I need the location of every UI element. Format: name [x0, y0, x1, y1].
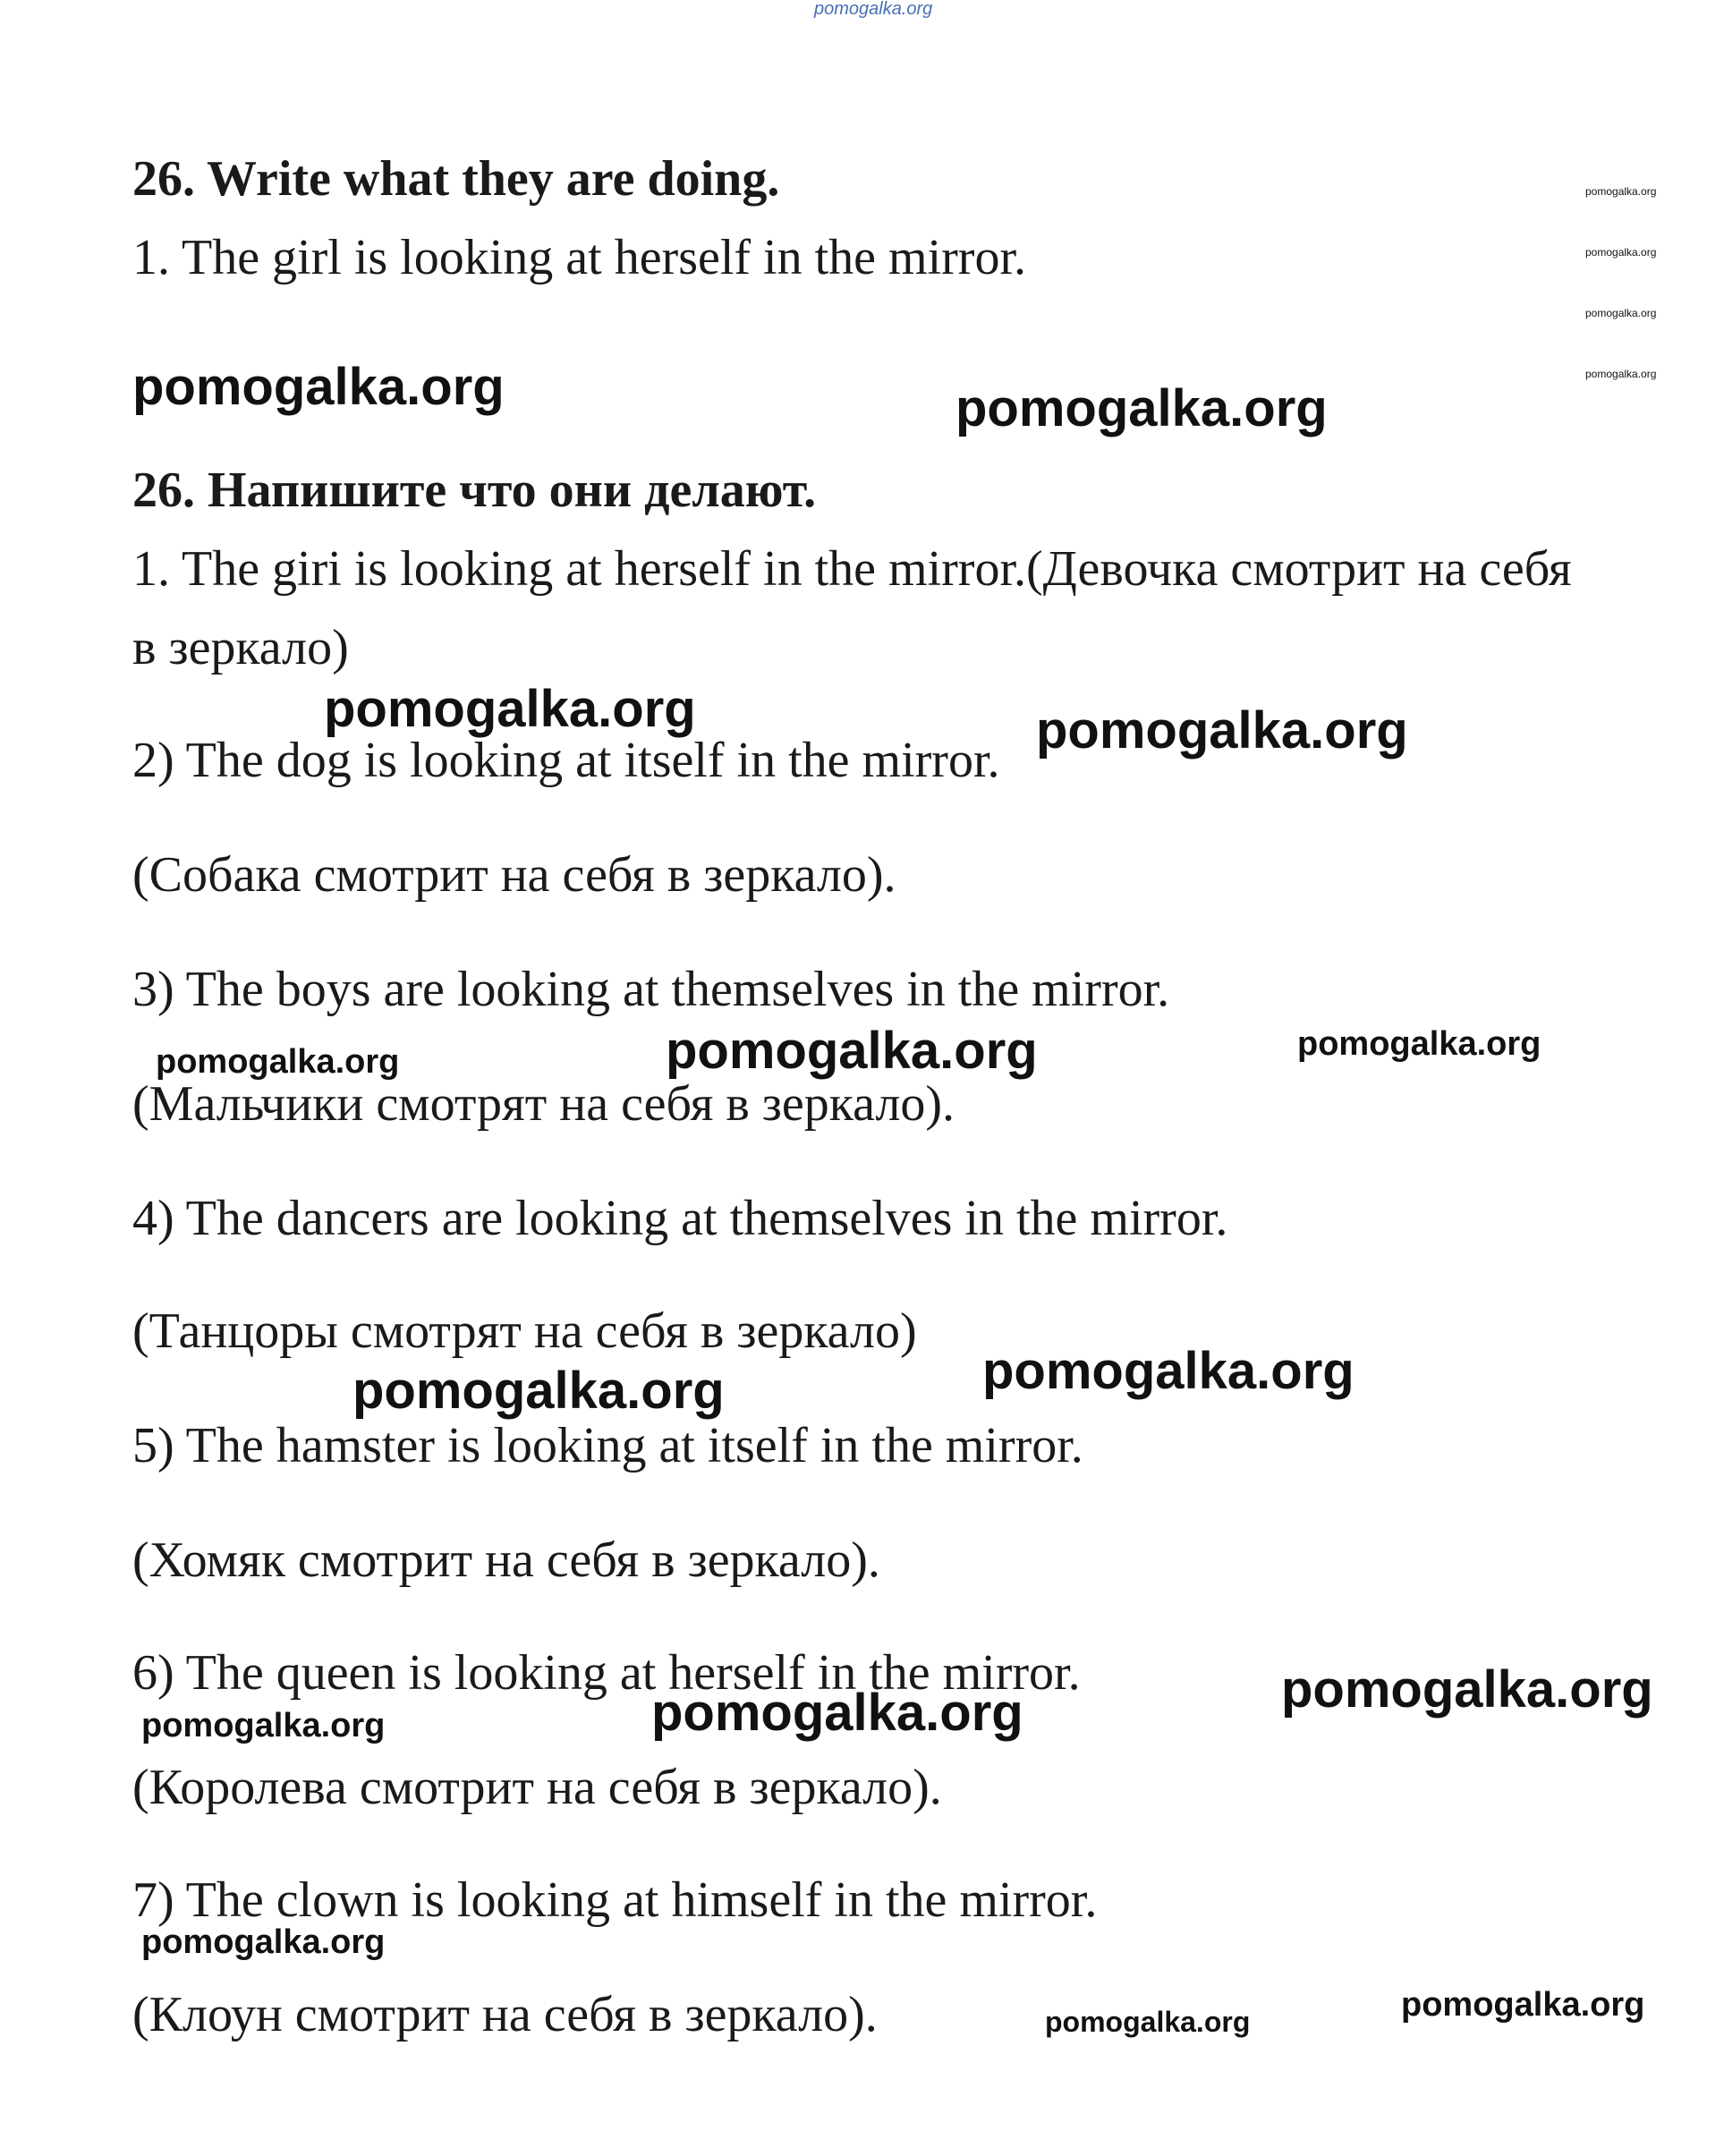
watermark: pomogalka.org: [1585, 368, 1657, 380]
watermark: pomogalka.org: [666, 1022, 1038, 1080]
answer-6-en: 6) The queen is looking at herself in the mirror.: [132, 1645, 1081, 1701]
answer-6-ru: (Королева смотрит на себя в зеркало).: [132, 1760, 942, 1815]
watermark: pomogalka.org: [352, 1362, 725, 1420]
answer-4-ru: (Танцоры смотрят на себя в зеркало): [132, 1303, 917, 1359]
watermark: pomogalka.org: [1401, 1986, 1645, 2024]
answer-3-ru: (Мальчики смотрят на себя в зеркало).: [132, 1076, 955, 1132]
russian-heading: 26. Напишите что они делают.: [132, 463, 817, 518]
top-watermark: pomogalka.org: [814, 0, 933, 19]
watermark: pomogalka.org: [651, 1684, 1023, 1742]
english-line-1: 1. The girl is looking at herself in the mirror.: [132, 230, 1027, 285]
watermark: pomogalka.org: [132, 358, 505, 416]
watermark: pomogalka.org: [1036, 701, 1408, 760]
watermark: pomogalka.org: [1297, 1025, 1541, 1063]
answer-2-ru: (Собака смотрит на себя в зеркало).: [132, 847, 896, 903]
answer-2-en: 2) The dog is looking at itself in the mirror.: [132, 733, 1000, 788]
answer-5-ru: (Хомяк смотрит на себя в зеркало).: [132, 1532, 880, 1588]
english-heading: 26. Write what they are doing.: [132, 151, 780, 207]
watermark: pomogalka.org: [1585, 246, 1657, 259]
watermark: pomogalka.org: [1281, 1660, 1653, 1719]
watermark: pomogalka.org: [156, 1043, 400, 1081]
watermark: pomogalka.org: [141, 1707, 386, 1744]
russian-line-1b: в зеркало): [132, 620, 349, 675]
russian-line-1a: 1. The giri is looking at herself in the mirror.(Девочка смотрит на себя: [132, 541, 1572, 597]
watermark: pomogalka.org: [1585, 185, 1657, 198]
answer-5-en: 5) The hamster is looking at itself in the mirror.: [132, 1418, 1083, 1473]
answer-7-en: 7) The clown is looking at himself in the mirror.: [132, 1872, 1098, 1928]
answer-7-ru: (Клоун смотрит на себя в зеркало).: [132, 1987, 878, 2042]
watermark: pomogalka.org: [1045, 2006, 1251, 2038]
watermark: pomogalka.org: [324, 680, 696, 738]
answer-3-en: 3) The boys are looking at themselves in the mirror.: [132, 962, 1170, 1017]
watermark: pomogalka.org: [1585, 307, 1657, 319]
answer-4-en: 4) The dancers are looking at themselves in the mirror.: [132, 1191, 1228, 1246]
watermark: pomogalka.org: [141, 1923, 386, 1961]
watermark: pomogalka.org: [982, 1342, 1355, 1400]
watermark: pomogalka.org: [955, 379, 1328, 437]
